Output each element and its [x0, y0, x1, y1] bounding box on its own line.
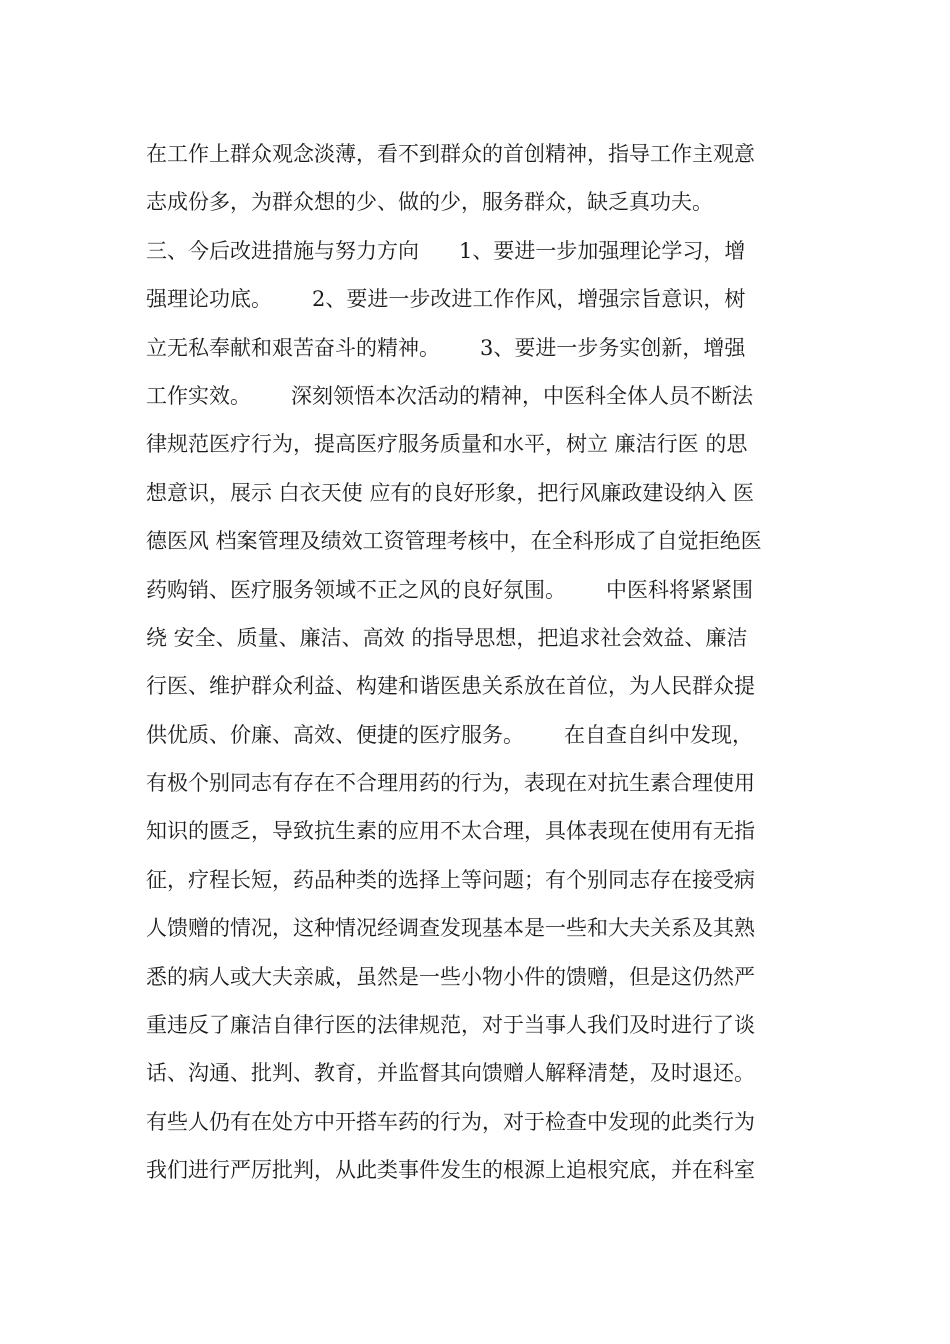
text-line: 话、沟通、批判、教育，并监督其向馈赠人解释清楚，及时退还。 — [146, 1061, 755, 1086]
text-line: 强理论功底。 2、要进一步改进工作作风，增强宗旨意识，树 — [146, 287, 746, 312]
text-line: 工作实效。 深刻领悟本次活动的精神，中医科全体人员不断法 — [146, 383, 754, 408]
text-line: 药购销、医疗服务领域不正之风的良好氛围。 中医科将紧紧围 — [146, 577, 754, 602]
text-line: 三、今后改进措施与努力方向 1、要进一步加强理论学习，增 — [146, 238, 746, 263]
text-line: 悉的病人或大夫亲戚，虽然是一些小物小件的馈赠，但是这仍然严 — [146, 964, 755, 989]
text-line: 志成份多，为群众想的少、做的少，服务群众，缺乏真功夫。 — [146, 190, 713, 215]
text-line: 供优质、价廉、高效、便捷的医疗服务。 在自查自纠中发现， — [146, 722, 754, 747]
text-line: 想意识，展示 白衣天使 应有的良好形象，把行风廉政建设纳入 医 — [146, 480, 755, 505]
text-line: 重违反了廉洁自律行医的法律规范，对于当事人我们及时进行了谈 — [146, 1013, 755, 1038]
body-text — [146, 130, 816, 1195]
text-line: 有极个别同志有存在不合理用药的行为，表现在对抗生素合理使用 — [146, 771, 755, 796]
text-line: 律规范医疗行为，提高医疗服务质量和水平，树立 廉洁行医 的思 — [146, 432, 748, 457]
text-line: 有些人仍有在处方中开搭车药的行为，对于检查中发现的此类行为 — [146, 1109, 755, 1134]
text-line: 立无私奉献和艰苦奋斗的精神。 3、要进一步务实创新，增强 — [146, 335, 746, 360]
text-line: 知识的匮乏，导致抗生素的应用不太合理，具体表现在使用有无指 — [146, 819, 755, 844]
text-line: 行医、维护群众利益、构建和谐医患关系放在首位，为人民群众提 — [146, 674, 755, 699]
text-line: 德医风 档案管理及绩效工资管理考核中，在全科形成了自觉拒绝医 — [146, 529, 762, 554]
text-line: 在工作上群众观念淡薄，看不到群众的首创精神，指导工作主观意 — [146, 142, 755, 166]
text-line: 我们进行严厉批判，从此类事件发生的根源上追根究底，并在科室 — [146, 1158, 755, 1183]
text-line: 人馈赠的情况，这种情况经调查发现基本是一些和大夫关系及其熟 — [146, 916, 755, 941]
text-line: 征，疗程长短，药品种类的选择上等问题；有个别同志存在接受病 — [146, 867, 755, 892]
text-line: 绕 安全、质量、廉洁、高效 的指导思想，把追求社会效益、廉洁 — [146, 625, 748, 650]
